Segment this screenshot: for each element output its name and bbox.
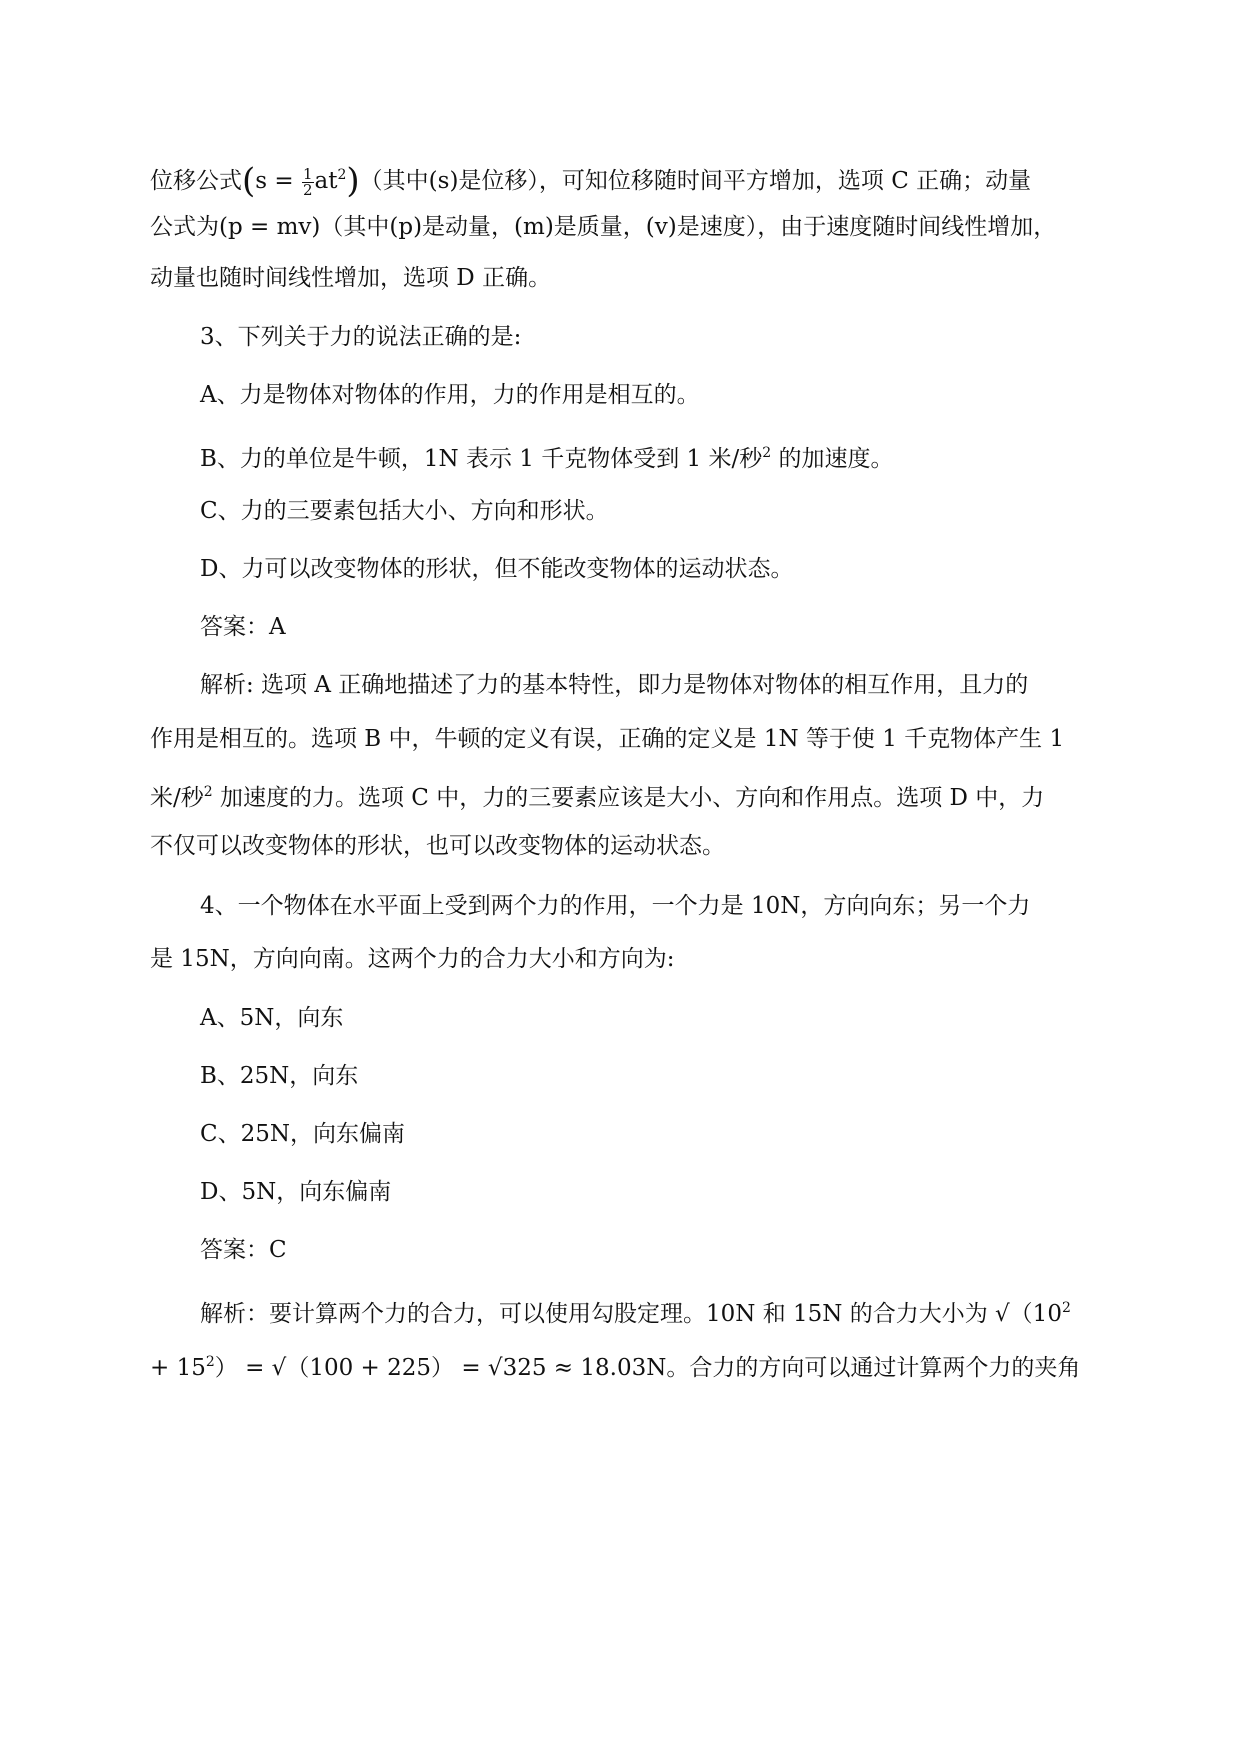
p1-line-3: 动量也随时间线性增加，选项 D 正确。: [150, 265, 552, 291]
q4-stem-line-2: 是 15N，方向向南。这两个力的合力大小和方向为:: [150, 946, 675, 972]
q3-explanation-line-3: 米/秒$^2$ 加速度的力。选项 C 中，力的三要素应该是大小、方向和作用点。选项 D 中，力: [150, 784, 1045, 811]
formula-s: s =: [255, 168, 301, 194]
q3-option-d: D、力可以改变物体的形状，但不能改变物体的运动状态。: [200, 556, 794, 582]
q4-answer: 答案：C: [200, 1237, 287, 1263]
p1-text-lead: 位移公式: [150, 168, 242, 194]
fraction-one-half: $\frac{1}{2}$: [302, 164, 313, 199]
q3-answer: 答案：A: [200, 614, 286, 640]
q3-option-b: B、力的单位是牛顿，1N 表示 1 千克物体受到 1 米/秒$^2$ 的加速度。: [200, 445, 894, 472]
formula-exponent: 2: [337, 167, 347, 183]
q3-explanation-line-1: 解析: 选项 A 正确地描述了力的基本特性，即力是物体对物体的相互作用，且力的: [200, 672, 1029, 698]
q3-option-a: A、力是物体对物体的作用，力的作用是相互的。: [200, 382, 700, 408]
q3-stem: 3、下列关于力的说法正确的是:: [200, 324, 522, 350]
q3-option-c: C、力的三要素包括大小、方向和形状。: [200, 498, 609, 524]
q4-option-c: C、25N，向东偏南: [200, 1121, 405, 1147]
formula-at: at: [314, 168, 338, 194]
q3-explanation-line-2: 作用是相互的。选项 B 中，牛顿的定义有误，正确的定义是 1N 等于使 1 千克物体产生 1: [150, 726, 1065, 752]
q4-option-b: B、25N，向东: [200, 1063, 359, 1089]
q4-option-d: D、5N，向东偏南: [200, 1179, 392, 1205]
p1-line-1: [150, 158, 1032, 201]
p1-text-tail: （其中(s)是位移），可知位移随时间平方增加，选项 C 正确；动量: [359, 168, 1032, 194]
q3-explanation-line-4: 不仅可以改变物体的形状，也可以改变物体的运动状态。: [150, 833, 725, 859]
p1-line-2: 公式为(p = mv)（其中(p)是动量，(m)是质量，(v)是速度），由于速度随时间线性增加，: [150, 214, 1057, 240]
q4-explanation-line-1: 解析：要计算两个力的合力，可以使用勾股定理。10N 和 15N 的合力大小为 $√(10^2$: [200, 1300, 1071, 1327]
q4-stem-line-1: 4、一个物体在水平面上受到两个力的作用，一个力是 10N，方向向东；另一个力: [200, 893, 1031, 919]
q4-explanation-line-2: + $15^2) = √(100 + 225) = √325 \approx 18.03N$。合力的方向可以通过计算两个力的夹角: [150, 1354, 1081, 1381]
q4-option-a: A、5N，向东: [200, 1005, 344, 1031]
displacement-formula: (s = $\frac{1}{2}$ $at^2$): [242, 161, 360, 201]
